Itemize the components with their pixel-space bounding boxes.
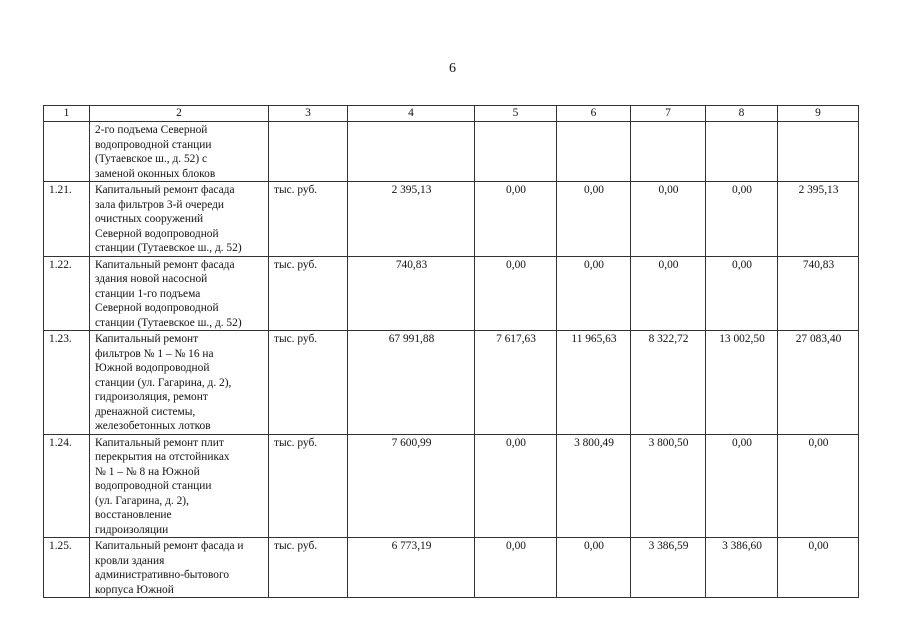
work-description-cell (90, 538, 269, 598)
description-line: заменой оконных блоков (95, 167, 216, 180)
value-cell: 0,00 (778, 538, 859, 598)
description-line: корпуса Южной (95, 583, 174, 596)
description-line: гидроизоляции (95, 523, 169, 536)
value-cell (778, 122, 859, 182)
column-header: 5 (475, 106, 557, 122)
row-number-cell (44, 122, 90, 182)
column-header: 7 (631, 106, 706, 122)
description-line: водопроводной станции (95, 138, 212, 151)
value-cell: 3 800,50 (631, 434, 706, 538)
value-cell: 0,00 (778, 434, 859, 538)
row-number-cell: 1.21. (44, 182, 90, 257)
table-row (44, 538, 859, 598)
value-cell: 0,00 (557, 182, 631, 257)
table-row (44, 182, 859, 257)
work-description-cell (90, 434, 269, 538)
description-line: 2-го подъема Северной (95, 124, 208, 136)
column-header: 6 (557, 106, 631, 122)
unit-cell: тыс. руб. (269, 538, 348, 598)
column-header: 4 (348, 106, 475, 122)
value-cell: 2 395,13 (778, 182, 859, 257)
value-cell (348, 122, 475, 182)
value-cell: 740,83 (348, 256, 475, 331)
description-line: Капитальный ремонт фасада и (95, 540, 244, 552)
description-line: станции (ул. Гагарина, д. 2), (95, 376, 232, 389)
description-line: здания новой насосной (95, 273, 208, 285)
column-header: 9 (778, 106, 859, 122)
work-description-cell (90, 182, 269, 257)
value-cell (706, 122, 778, 182)
value-cell (475, 122, 557, 182)
value-cell: 13 002,50 (706, 331, 778, 435)
value-cell: 7 600,99 (348, 434, 475, 538)
table-row (44, 122, 859, 182)
column-header: 1 (44, 106, 90, 122)
description-line: железобетонных лотков (95, 420, 211, 432)
description-line: гидроизоляция, ремонт (95, 391, 208, 403)
description-line: станции (Тутаевское ш., д. 52) (95, 242, 242, 254)
column-header: 3 (269, 106, 348, 122)
table-row (44, 331, 859, 435)
value-cell: 0,00 (557, 538, 631, 598)
table-row (44, 256, 859, 331)
value-cell: 8 322,72 (631, 331, 706, 435)
value-cell: 2 395,13 (348, 182, 475, 257)
row-number-cell: 1.24. (44, 434, 90, 538)
description-line: № 1 – № 8 на Южной (95, 465, 200, 478)
work-description-cell (90, 256, 269, 331)
work-description-cell (90, 331, 269, 435)
value-cell: 0,00 (475, 182, 557, 257)
value-cell (631, 122, 706, 182)
value-cell: 0,00 (631, 256, 706, 331)
description-line: восстановление (95, 509, 172, 521)
unit-cell: тыс. руб. (269, 331, 348, 435)
value-cell: 0,00 (475, 256, 557, 331)
value-cell (557, 122, 631, 182)
unit-cell: тыс. руб. (269, 256, 348, 331)
description-line: фильтров № 1 – № 16 на (95, 347, 214, 360)
description-line: Южной водопроводной (95, 362, 210, 374)
description-line: Северной водопроводной (95, 227, 219, 240)
value-cell: 3 386,60 (706, 538, 778, 598)
budget-table (43, 105, 859, 598)
row-number-cell: 1.23. (44, 331, 90, 435)
value-cell: 0,00 (475, 538, 557, 598)
value-cell: 27 083,40 (778, 331, 859, 435)
unit-cell: тыс. руб. (269, 182, 348, 257)
work-description-cell (90, 122, 269, 182)
description-line: дренажной системы, (95, 405, 196, 418)
value-cell: 3 386,59 (631, 538, 706, 598)
description-line: водопроводной станции (95, 480, 212, 492)
description-line: Капитальный ремонт фасада (95, 184, 235, 196)
value-cell: 7 617,63 (475, 331, 557, 435)
value-cell: 3 800,49 (557, 434, 631, 538)
value-cell: 0,00 (706, 182, 778, 257)
table-body (44, 122, 859, 598)
description-line: зала фильтров 3-й очереди (95, 198, 225, 211)
value-cell: 67 991,88 (348, 331, 475, 435)
unit-cell (269, 122, 348, 182)
column-header: 2 (90, 106, 269, 122)
column-header: 8 (706, 106, 778, 122)
value-cell: 0,00 (557, 256, 631, 331)
description-line: Капитальный ремонт (95, 333, 199, 345)
description-line: очистных сооружений (95, 213, 204, 225)
page-number: 6 (449, 61, 456, 76)
description-line: Капитальный ремонт фасада (95, 258, 235, 271)
description-line: (ул. Гагарина, д. 2), (95, 494, 189, 507)
description-line: административно-бытового (95, 569, 230, 581)
table-row (44, 434, 859, 538)
description-line: Северной водопроводной (95, 302, 219, 314)
unit-cell: тыс. руб. (269, 434, 348, 538)
value-cell: 740,83 (778, 256, 859, 331)
value-cell: 6 773,19 (348, 538, 475, 598)
description-line: перекрытия на отстойниках (95, 451, 230, 463)
value-cell: 0,00 (706, 434, 778, 538)
value-cell: 0,00 (706, 256, 778, 331)
description-line: Капитальный ремонт плит (95, 436, 224, 449)
row-number-cell: 1.22. (44, 256, 90, 331)
description-line: (Тутаевское ш., д. 52) с (95, 153, 208, 165)
table-header-row (44, 106, 859, 122)
description-line: станции (Тутаевское ш., д. 52) (95, 316, 242, 329)
description-line: кровли здания (95, 554, 165, 567)
value-cell: 11 965,63 (557, 331, 631, 435)
value-cell: 0,00 (631, 182, 706, 257)
description-line: станции 1-го подъема (95, 287, 201, 300)
value-cell: 0,00 (475, 434, 557, 538)
row-number-cell: 1.25. (44, 538, 90, 598)
